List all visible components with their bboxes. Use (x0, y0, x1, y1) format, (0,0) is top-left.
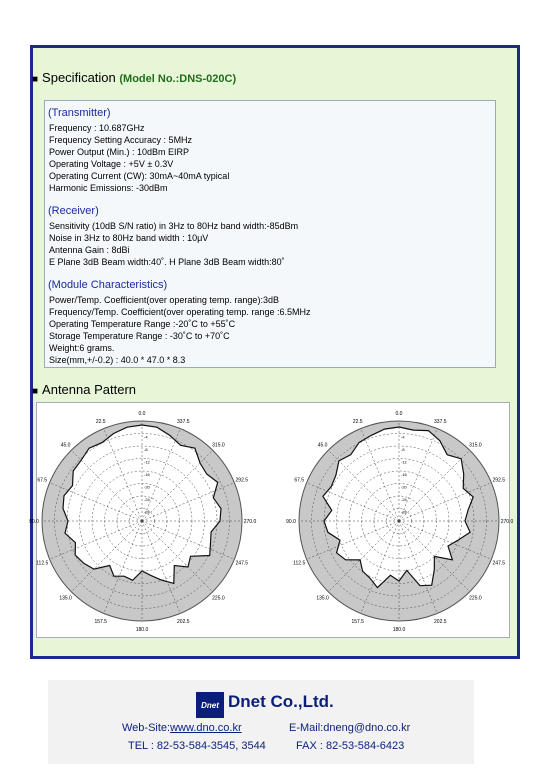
spec-line: Storage Temperature Range : -30˚C to +70˚C (49, 331, 230, 342)
angle-label: 247.5 (235, 560, 249, 567)
email[interactable]: E-Mail:dneng@dno.co.kr (289, 722, 411, 734)
spec-line: Size(mm,+/-0.2) : 40.0 * 47.0 * 8.3 (49, 355, 186, 366)
radius-label: -24 (401, 497, 407, 502)
specification-heading (32, 70, 236, 85)
radius-label: -12 (144, 459, 150, 465)
angle-label: 112.5 (36, 560, 49, 567)
angle-label: 67.5 (37, 477, 48, 484)
transmitter-lines (49, 122, 229, 195)
radius-label: -8 (401, 447, 405, 452)
antenna-pattern-box (29, 402, 514, 638)
angle-label: 225.0 (212, 595, 225, 602)
angle-label: 315.0 (212, 442, 225, 449)
antenna-pattern-plots (29, 403, 514, 637)
angle-label: 90.0 (29, 519, 39, 525)
angle-label: 22.5 (95, 419, 106, 426)
radius-label: -4 (401, 434, 405, 440)
angle-label: 315.0 (469, 442, 482, 449)
angle-label: 0.0 (138, 411, 146, 417)
website-label: Web-Site: (122, 722, 171, 734)
website-line (122, 722, 242, 734)
spec-line: Power/Temp. Coefficient(over operating temp. range):3dB (49, 295, 279, 305)
angle-label: 292.5 (235, 477, 249, 484)
angle-label: 0.0 (395, 411, 403, 417)
angle-label: 45.0 (317, 442, 328, 449)
spec-line: Antenna Gain : 8dBi (49, 245, 130, 256)
radius-label: -16 (401, 472, 407, 477)
spec-line: Frequency/Temp. Coefficient(over operating temp. range :6.5MHz (49, 307, 311, 318)
website-link[interactable]: www.dno.co.kr (170, 722, 242, 734)
radius-label: -20 (401, 484, 407, 490)
angle-label: 135.0 (59, 595, 72, 602)
receiver-heading: (Receiver) (48, 205, 99, 217)
angle-label: 337.5 (177, 419, 190, 426)
spec-line: Weight:6 grams. (49, 343, 115, 354)
angle-label: 270.0 (243, 519, 257, 525)
module-lines (49, 294, 310, 367)
spec-line: Frequency : 10.687GHz (49, 123, 145, 133)
radius-label: -24 (144, 497, 150, 502)
angle-label: 135.0 (316, 595, 329, 602)
spec-line: Power Output (Min.) : 10dBm EIRP (49, 147, 190, 158)
antenna-pattern-title: Antenna Pattern (42, 382, 137, 397)
angle-label: 67.5 (294, 477, 305, 484)
model-number: (Model No.:DNS-020C) (119, 73, 237, 85)
angle-label: 180.0 (135, 627, 149, 633)
bullet-square-icon: ■ (32, 74, 39, 85)
spec-line: Operating Temperature Range :-20˚C to +55˚C (49, 319, 236, 330)
angle-label: 225.0 (469, 595, 482, 602)
angle-label: 157.5 (94, 618, 107, 625)
transmitter-heading: (Transmitter) (48, 107, 111, 119)
spec-line: E Plane 3dB Beam width:40˚. H Plane 3dB Beam width:80˚ (49, 257, 285, 268)
bullet-square-icon: ■ (32, 386, 39, 397)
spec-line: Operating Current (CW): 30mA~40mA typical (49, 171, 230, 182)
radius-label: -12 (401, 459, 407, 465)
spec-line: Harmonic Emissions: -30dBm (49, 183, 168, 194)
spec-line: Sensitivity (10dB S/N ratio) in 3Hz to 80Hz band width:-85dBm (49, 221, 299, 231)
fax: FAX : 82-53-584-6423 (296, 740, 405, 752)
radius-label: -20 (144, 484, 150, 490)
angle-label: 112.5 (293, 560, 306, 567)
antenna-pattern-heading (32, 382, 136, 397)
receiver-lines (49, 220, 298, 268)
company-name: Dnet Co.,Ltd. (228, 692, 334, 711)
angle-label: 90.0 (286, 519, 296, 525)
angle-label: 337.5 (434, 419, 447, 426)
angle-label: 247.5 (492, 560, 506, 567)
angle-label: 270.0 (500, 519, 514, 525)
angle-label: 180.0 (392, 627, 406, 633)
module-heading: (Module Characteristics) (48, 279, 168, 291)
angle-label: 22.5 (352, 419, 363, 426)
radius-label: -28 (144, 509, 150, 515)
radius-label: -4 (144, 434, 148, 440)
specification-title: Specification (42, 70, 116, 85)
angle-label: 292.5 (492, 477, 506, 484)
radius-label: -28 (401, 509, 407, 515)
angle-label: 45.0 (60, 442, 71, 449)
company-logo: Dnet (196, 692, 224, 718)
angle-label: 202.5 (177, 618, 190, 625)
spec-line: Operating Voltage : +5V ± 0.3V (49, 159, 174, 170)
phone: TEL : 82-53-584-3545, 3544 (128, 740, 266, 752)
angle-label: 202.5 (434, 618, 447, 625)
angle-label: 157.5 (351, 618, 364, 625)
spec-line: Frequency Setting Accuracy : 5MHz (49, 135, 193, 146)
spec-line: Noise in 3Hz to 80Hz band width : 10μV (49, 233, 209, 244)
radius-label: -16 (144, 472, 150, 477)
radius-label: -8 (144, 447, 148, 452)
